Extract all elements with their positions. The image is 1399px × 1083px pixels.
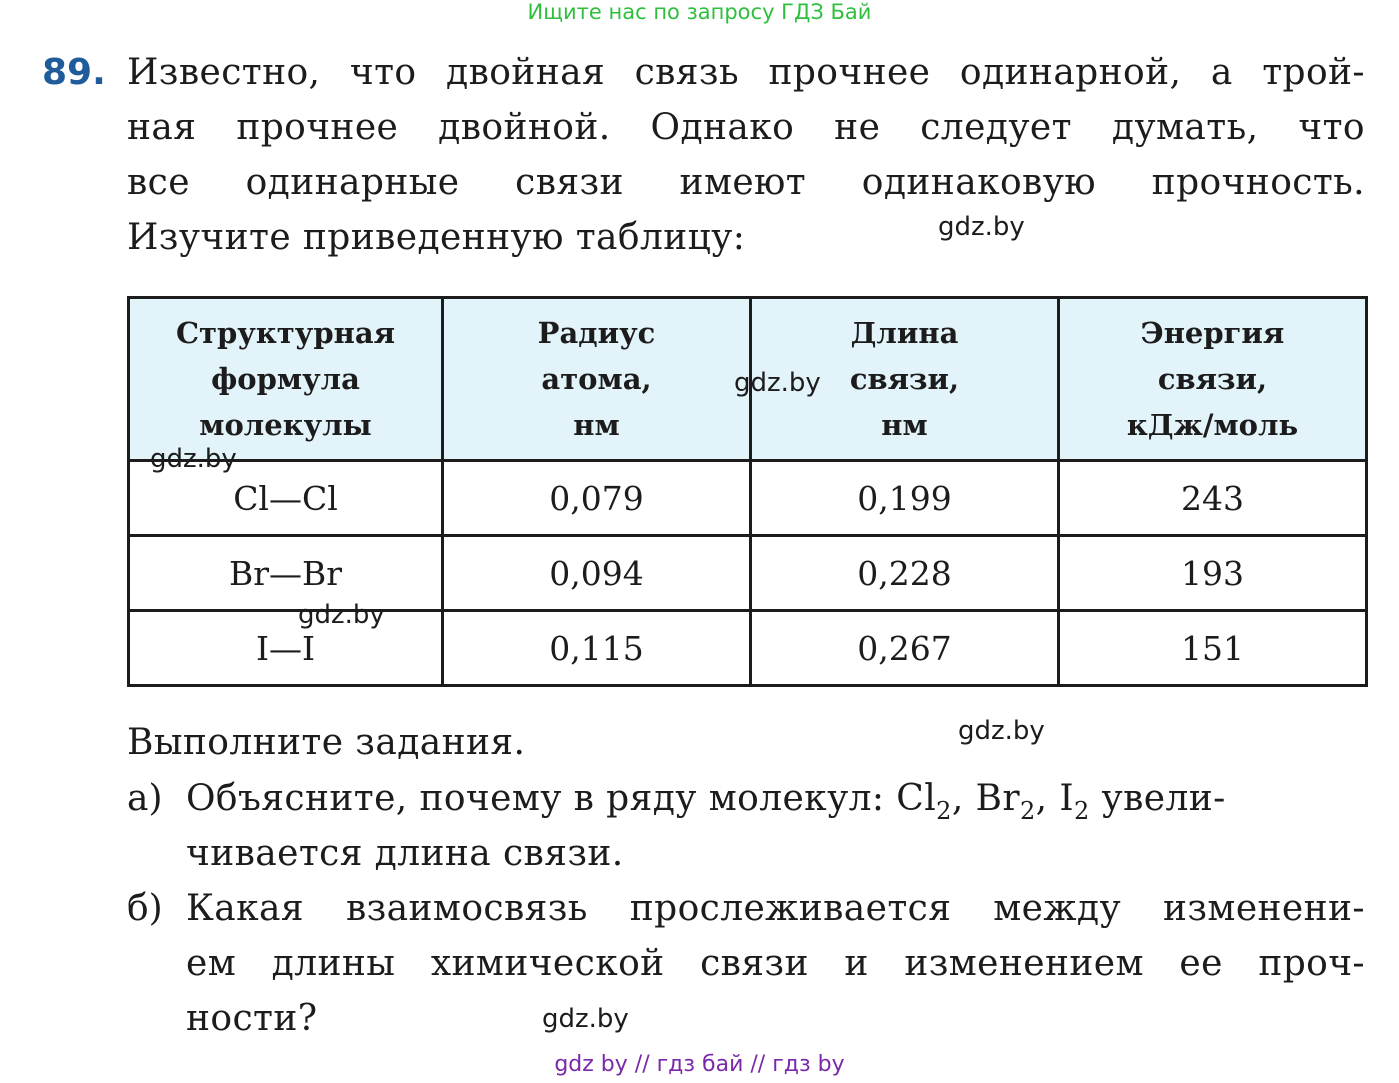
header-line: нм — [881, 408, 928, 442]
header-line: атома, — [541, 362, 652, 396]
header-line: формула — [211, 362, 360, 396]
cell-formula: Cl—Cl — [129, 461, 443, 536]
header-line: молекулы — [199, 408, 372, 442]
cell-energy: 193 — [1059, 536, 1367, 611]
watermark: gdz.by — [734, 368, 821, 398]
header-atom-radius — [443, 298, 751, 461]
watermark: gdz.by — [938, 212, 1025, 242]
task-a-label: а) — [127, 778, 163, 819]
watermark: gdz.by — [958, 716, 1045, 746]
task-a-line — [186, 778, 1226, 825]
problem-text-line: Известно, что двойная связь прочнее одинарной, а трой- — [127, 52, 1365, 93]
top-banner: Ищите нас по запросу ГДЗ Бай — [527, 0, 872, 24]
cell-radius: 0,094 — [443, 536, 751, 611]
header-line: Структурная — [175, 316, 396, 350]
problem-text-line: все одинарные связи имеют одинаковую прочность. — [127, 162, 1365, 203]
cell-radius: 0,079 — [443, 461, 751, 536]
header-line: Энергия — [1140, 316, 1285, 350]
header-line: кДж/моль — [1126, 408, 1299, 442]
problem-number: 89. — [42, 52, 106, 93]
cell-length: 0,267 — [751, 611, 1059, 686]
table-row — [129, 461, 1367, 536]
task-a-text: увели- — [1089, 778, 1226, 819]
task-a-line: чивается длина связи. — [186, 833, 624, 874]
task-a-text: Объясните, почему в ряду молекул: Cl — [186, 778, 937, 819]
watermark: gdz.by — [150, 444, 237, 474]
cell-length: 0,228 — [751, 536, 1059, 611]
task-b-line: ности? — [186, 998, 318, 1039]
cell-length: 0,199 — [751, 461, 1059, 536]
header-line: Длина — [850, 316, 959, 350]
subscript: 2 — [1073, 797, 1090, 825]
watermark: gdz.by — [298, 600, 385, 630]
header-line: Радиус — [537, 316, 656, 350]
cell-formula: I—I — [129, 611, 443, 686]
header-line: нм — [573, 408, 620, 442]
tasks-heading: Выполните задания. — [127, 722, 526, 763]
header-bond-energy — [1059, 298, 1367, 461]
subscript: 2 — [936, 797, 952, 825]
watermark: gdz.by — [542, 1004, 629, 1034]
task-b-label: б) — [127, 888, 163, 929]
header-line: связи, — [1157, 362, 1268, 396]
cell-radius: 0,115 — [443, 611, 751, 686]
problem-text-line: Изучите приведенную таблицу: — [127, 217, 746, 258]
cell-energy: 151 — [1059, 611, 1367, 686]
cell-energy: 243 — [1059, 461, 1367, 536]
task-b-line: ем длины химической связи и изменением ее проч- — [186, 943, 1365, 984]
header-structural-formula — [129, 298, 443, 461]
task-b-line: Какая взаимосвязь прослеживается между изменени- — [186, 888, 1365, 929]
problem-text-line: ная прочнее двойной. Однако не следует думать, что — [127, 107, 1365, 148]
task-a-text: , I — [1035, 778, 1074, 819]
cell-formula: Br—Br — [129, 536, 443, 611]
footer-links: gdz by // гдз бай // гдз by — [554, 1052, 845, 1077]
subscript: 2 — [1019, 797, 1036, 825]
task-a-text: , Br — [951, 778, 1020, 819]
header-line: связи, — [849, 362, 960, 396]
